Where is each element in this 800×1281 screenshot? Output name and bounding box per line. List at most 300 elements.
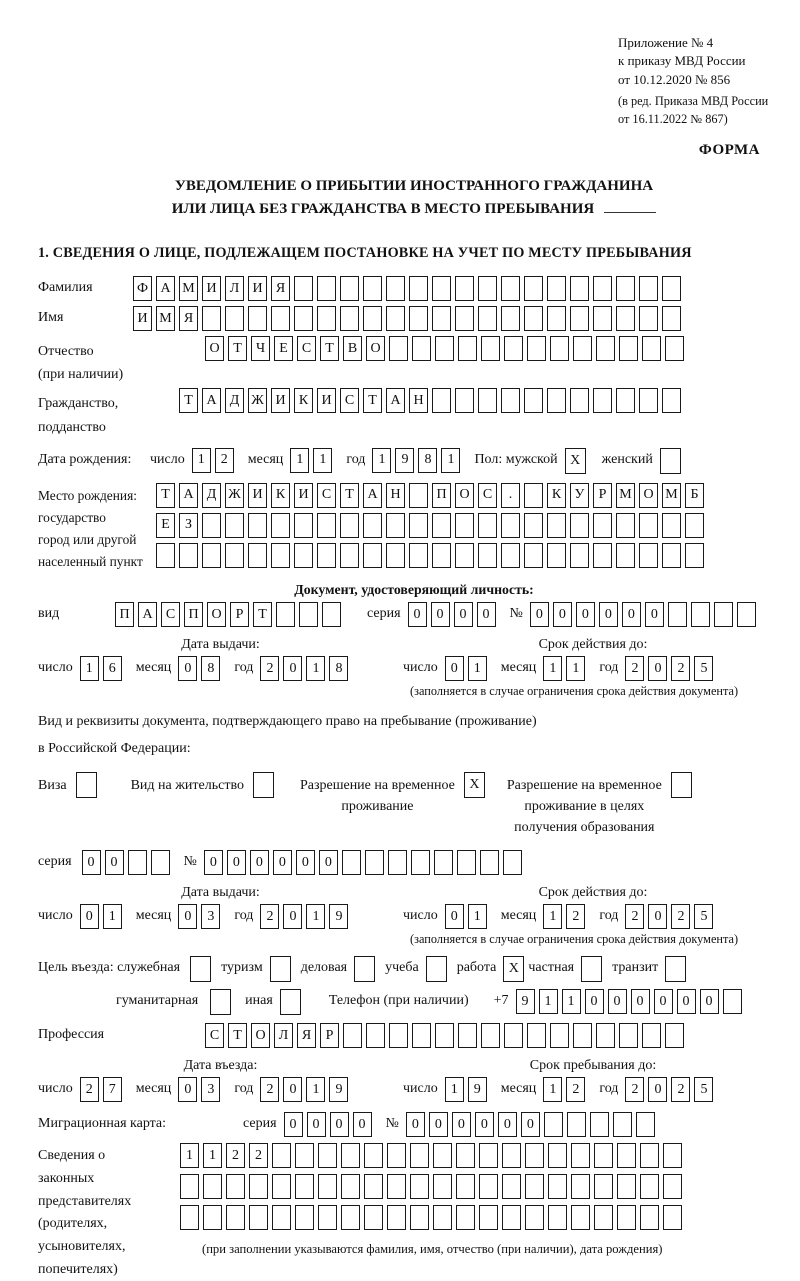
char-cell[interactable]: 3 xyxy=(201,904,220,929)
char-cell[interactable] xyxy=(663,1174,682,1199)
char-cell[interactable]: О xyxy=(207,602,226,627)
char-cell[interactable] xyxy=(550,336,569,361)
char-cell[interactable]: 0 xyxy=(645,602,664,627)
char-cell[interactable] xyxy=(639,276,658,301)
char-cell[interactable]: Н xyxy=(409,388,428,413)
temp-permit-checkbox[interactable]: X xyxy=(464,772,485,798)
char-cell[interactable] xyxy=(202,513,221,538)
other-purpose-checkbox[interactable] xyxy=(280,989,301,1015)
char-cell[interactable] xyxy=(363,276,382,301)
char-cell[interactable] xyxy=(501,276,520,301)
char-cell[interactable] xyxy=(501,388,520,413)
char-cell[interactable] xyxy=(389,336,408,361)
char-cell[interactable] xyxy=(616,513,635,538)
char-cell[interactable]: 0 xyxy=(622,602,641,627)
char-cell[interactable] xyxy=(435,1023,454,1048)
char-cell[interactable] xyxy=(503,850,522,875)
char-cell[interactable] xyxy=(456,1143,475,1168)
char-cell[interactable] xyxy=(299,602,318,627)
char-cell[interactable]: Ж xyxy=(248,388,267,413)
char-cell[interactable]: 1 xyxy=(372,448,391,473)
char-cell[interactable] xyxy=(203,1174,222,1199)
char-cell[interactable]: С xyxy=(205,1023,224,1048)
char-cell[interactable] xyxy=(547,543,566,568)
char-cell[interactable]: А xyxy=(386,388,405,413)
char-cell[interactable] xyxy=(433,1143,452,1168)
char-cell[interactable] xyxy=(456,1174,475,1199)
char-cell[interactable] xyxy=(432,276,451,301)
char-cell[interactable]: 0 xyxy=(521,1112,540,1137)
char-cell[interactable] xyxy=(617,1205,636,1230)
char-cell[interactable] xyxy=(295,1143,314,1168)
char-cell[interactable]: 6 xyxy=(103,656,122,681)
humanitarian-checkbox[interactable] xyxy=(210,989,231,1015)
char-cell[interactable] xyxy=(340,513,359,538)
char-cell[interactable]: Т xyxy=(363,388,382,413)
char-cell[interactable]: 2 xyxy=(226,1143,245,1168)
tourism-checkbox[interactable] xyxy=(270,956,291,982)
char-cell[interactable]: 1 xyxy=(543,904,562,929)
char-cell[interactable]: Ж xyxy=(225,483,244,508)
char-cell[interactable] xyxy=(341,1205,360,1230)
char-cell[interactable] xyxy=(432,543,451,568)
char-cell[interactable]: С xyxy=(478,483,497,508)
char-cell[interactable]: В xyxy=(343,336,362,361)
char-cell[interactable]: Я xyxy=(179,306,198,331)
private-checkbox[interactable] xyxy=(581,956,602,982)
char-cell[interactable] xyxy=(341,1174,360,1199)
char-cell[interactable]: И xyxy=(248,483,267,508)
char-cell[interactable] xyxy=(504,336,523,361)
char-cell[interactable] xyxy=(318,1143,337,1168)
char-cell[interactable]: 1 xyxy=(306,656,325,681)
char-cell[interactable] xyxy=(594,1174,613,1199)
char-cell[interactable] xyxy=(524,306,543,331)
char-cell[interactable] xyxy=(365,850,384,875)
char-cell[interactable] xyxy=(481,336,500,361)
char-cell[interactable]: А xyxy=(363,483,382,508)
char-cell[interactable] xyxy=(203,1205,222,1230)
char-cell[interactable] xyxy=(317,276,336,301)
char-cell[interactable] xyxy=(524,513,543,538)
char-cell[interactable] xyxy=(180,1174,199,1199)
char-cell[interactable]: Р xyxy=(320,1023,339,1048)
char-cell[interactable] xyxy=(593,388,612,413)
char-cell[interactable]: 0 xyxy=(80,904,99,929)
char-cell[interactable]: 0 xyxy=(353,1112,372,1137)
char-cell[interactable]: Т xyxy=(179,388,198,413)
char-cell[interactable] xyxy=(524,276,543,301)
char-cell[interactable] xyxy=(340,276,359,301)
char-cell[interactable]: И xyxy=(271,388,290,413)
char-cell[interactable]: 0 xyxy=(319,850,338,875)
char-cell[interactable] xyxy=(388,850,407,875)
char-cell[interactable]: 1 xyxy=(103,904,122,929)
char-cell[interactable] xyxy=(640,1205,659,1230)
char-cell[interactable] xyxy=(387,1143,406,1168)
char-cell[interactable]: Е xyxy=(156,513,175,538)
char-cell[interactable]: П xyxy=(115,602,134,627)
char-cell[interactable] xyxy=(151,850,170,875)
char-cell[interactable]: 2 xyxy=(249,1143,268,1168)
char-cell[interactable]: 3 xyxy=(201,1077,220,1102)
char-cell[interactable]: 0 xyxy=(553,602,572,627)
char-cell[interactable] xyxy=(455,543,474,568)
char-cell[interactable] xyxy=(225,543,244,568)
char-cell[interactable] xyxy=(295,1174,314,1199)
char-cell[interactable]: 0 xyxy=(307,1112,326,1137)
char-cell[interactable]: 1 xyxy=(290,448,309,473)
char-cell[interactable] xyxy=(318,1174,337,1199)
char-cell[interactable] xyxy=(455,388,474,413)
char-cell[interactable] xyxy=(248,306,267,331)
char-cell[interactable]: И xyxy=(133,306,152,331)
char-cell[interactable]: 0 xyxy=(608,989,627,1014)
char-cell[interactable]: 0 xyxy=(445,656,464,681)
char-cell[interactable] xyxy=(202,543,221,568)
char-cell[interactable] xyxy=(639,513,658,538)
char-cell[interactable] xyxy=(226,1174,245,1199)
char-cell[interactable] xyxy=(570,306,589,331)
char-cell[interactable] xyxy=(479,1174,498,1199)
char-cell[interactable] xyxy=(617,1143,636,1168)
char-cell[interactable] xyxy=(685,513,704,538)
char-cell[interactable] xyxy=(432,388,451,413)
char-cell[interactable]: 0 xyxy=(477,602,496,627)
char-cell[interactable]: . xyxy=(501,483,520,508)
char-cell[interactable] xyxy=(455,276,474,301)
char-cell[interactable]: Р xyxy=(230,602,249,627)
char-cell[interactable] xyxy=(593,513,612,538)
char-cell[interactable]: О xyxy=(639,483,658,508)
char-cell[interactable] xyxy=(248,513,267,538)
char-cell[interactable]: 2 xyxy=(671,656,690,681)
study-checkbox[interactable] xyxy=(426,956,447,982)
char-cell[interactable] xyxy=(363,543,382,568)
char-cell[interactable] xyxy=(294,306,313,331)
char-cell[interactable]: 8 xyxy=(201,656,220,681)
char-cell[interactable] xyxy=(276,602,295,627)
sex-male-checkbox[interactable]: X xyxy=(565,448,586,474)
char-cell[interactable] xyxy=(547,513,566,538)
char-cell[interactable]: 2 xyxy=(566,1077,585,1102)
char-cell[interactable]: 2 xyxy=(260,656,279,681)
char-cell[interactable] xyxy=(593,543,612,568)
char-cell[interactable] xyxy=(366,1023,385,1048)
char-cell[interactable] xyxy=(502,1143,521,1168)
char-cell[interactable] xyxy=(685,543,704,568)
char-cell[interactable] xyxy=(691,602,710,627)
char-cell[interactable]: 0 xyxy=(631,989,650,1014)
char-cell[interactable]: М xyxy=(616,483,635,508)
char-cell[interactable]: К xyxy=(271,483,290,508)
char-cell[interactable] xyxy=(322,602,341,627)
char-cell[interactable] xyxy=(432,306,451,331)
char-cell[interactable] xyxy=(364,1205,383,1230)
char-cell[interactable] xyxy=(590,1112,609,1137)
char-cell[interactable] xyxy=(412,1023,431,1048)
char-cell[interactable]: О xyxy=(366,336,385,361)
char-cell[interactable]: 8 xyxy=(329,656,348,681)
char-cell[interactable]: М xyxy=(156,306,175,331)
char-cell[interactable]: Ч xyxy=(251,336,270,361)
char-cell[interactable] xyxy=(594,1205,613,1230)
char-cell[interactable] xyxy=(723,989,742,1014)
char-cell[interactable] xyxy=(317,306,336,331)
char-cell[interactable]: 0 xyxy=(431,602,450,627)
char-cell[interactable] xyxy=(524,543,543,568)
char-cell[interactable]: 0 xyxy=(296,850,315,875)
char-cell[interactable]: Т xyxy=(228,336,247,361)
char-cell[interactable] xyxy=(616,276,635,301)
char-cell[interactable] xyxy=(156,543,175,568)
char-cell[interactable]: 0 xyxy=(273,850,292,875)
char-cell[interactable]: 9 xyxy=(329,1077,348,1102)
char-cell[interactable]: 0 xyxy=(283,904,302,929)
char-cell[interactable]: 1 xyxy=(180,1143,199,1168)
char-cell[interactable]: 8 xyxy=(418,448,437,473)
char-cell[interactable]: 9 xyxy=(468,1077,487,1102)
char-cell[interactable] xyxy=(271,513,290,538)
char-cell[interactable] xyxy=(525,1143,544,1168)
char-cell[interactable] xyxy=(478,513,497,538)
char-cell[interactable]: 0 xyxy=(445,904,464,929)
char-cell[interactable]: Д xyxy=(225,388,244,413)
char-cell[interactable]: И xyxy=(202,276,221,301)
char-cell[interactable] xyxy=(271,543,290,568)
char-cell[interactable] xyxy=(662,306,681,331)
char-cell[interactable] xyxy=(619,1023,638,1048)
char-cell[interactable] xyxy=(525,1205,544,1230)
char-cell[interactable]: Т xyxy=(320,336,339,361)
char-cell[interactable]: У xyxy=(570,483,589,508)
char-cell[interactable] xyxy=(433,1205,452,1230)
transit-checkbox[interactable] xyxy=(665,956,686,982)
char-cell[interactable] xyxy=(548,1143,567,1168)
char-cell[interactable]: 5 xyxy=(694,904,713,929)
char-cell[interactable] xyxy=(432,513,451,538)
char-cell[interactable]: 1 xyxy=(80,656,99,681)
char-cell[interactable] xyxy=(547,276,566,301)
char-cell[interactable] xyxy=(593,276,612,301)
char-cell[interactable] xyxy=(550,1023,569,1048)
char-cell[interactable] xyxy=(409,306,428,331)
char-cell[interactable]: 1 xyxy=(468,656,487,681)
char-cell[interactable]: 0 xyxy=(475,1112,494,1137)
char-cell[interactable]: 0 xyxy=(648,904,667,929)
char-cell[interactable] xyxy=(642,336,661,361)
char-cell[interactable] xyxy=(571,1174,590,1199)
char-cell[interactable]: 0 xyxy=(654,989,673,1014)
char-cell[interactable] xyxy=(663,1143,682,1168)
char-cell[interactable] xyxy=(387,1174,406,1199)
char-cell[interactable]: А xyxy=(156,276,175,301)
char-cell[interactable] xyxy=(636,1112,655,1137)
char-cell[interactable] xyxy=(202,306,221,331)
char-cell[interactable]: Т xyxy=(228,1023,247,1048)
char-cell[interactable]: 2 xyxy=(260,1077,279,1102)
char-cell[interactable] xyxy=(294,276,313,301)
char-cell[interactable]: 0 xyxy=(700,989,719,1014)
char-cell[interactable] xyxy=(386,543,405,568)
char-cell[interactable]: 0 xyxy=(178,656,197,681)
char-cell[interactable] xyxy=(410,1143,429,1168)
char-cell[interactable]: С xyxy=(161,602,180,627)
char-cell[interactable] xyxy=(409,276,428,301)
char-cell[interactable] xyxy=(412,336,431,361)
char-cell[interactable] xyxy=(180,1205,199,1230)
char-cell[interactable] xyxy=(527,1023,546,1048)
char-cell[interactable] xyxy=(363,306,382,331)
char-cell[interactable] xyxy=(411,850,430,875)
char-cell[interactable] xyxy=(317,513,336,538)
char-cell[interactable] xyxy=(639,388,658,413)
char-cell[interactable]: Л xyxy=(225,276,244,301)
char-cell[interactable]: 0 xyxy=(105,850,124,875)
char-cell[interactable]: М xyxy=(662,483,681,508)
char-cell[interactable]: 0 xyxy=(452,1112,471,1137)
char-cell[interactable]: П xyxy=(184,602,203,627)
char-cell[interactable]: 2 xyxy=(260,904,279,929)
char-cell[interactable] xyxy=(504,1023,523,1048)
char-cell[interactable]: 0 xyxy=(454,602,473,627)
char-cell[interactable] xyxy=(456,1205,475,1230)
char-cell[interactable] xyxy=(249,1174,268,1199)
char-cell[interactable] xyxy=(596,1023,615,1048)
char-cell[interactable] xyxy=(386,513,405,538)
char-cell[interactable] xyxy=(248,543,267,568)
char-cell[interactable] xyxy=(318,1205,337,1230)
char-cell[interactable] xyxy=(662,388,681,413)
char-cell[interactable] xyxy=(272,1205,291,1230)
char-cell[interactable] xyxy=(458,336,477,361)
char-cell[interactable] xyxy=(409,543,428,568)
char-cell[interactable] xyxy=(570,543,589,568)
char-cell[interactable] xyxy=(479,1143,498,1168)
char-cell[interactable] xyxy=(640,1143,659,1168)
char-cell[interactable]: 0 xyxy=(498,1112,517,1137)
sex-female-checkbox[interactable] xyxy=(660,448,681,474)
char-cell[interactable] xyxy=(524,483,543,508)
char-cell[interactable] xyxy=(455,306,474,331)
char-cell[interactable] xyxy=(249,1205,268,1230)
char-cell[interactable]: 2 xyxy=(566,904,585,929)
char-cell[interactable] xyxy=(665,1023,684,1048)
char-cell[interactable] xyxy=(434,850,453,875)
char-cell[interactable] xyxy=(458,1023,477,1048)
char-cell[interactable]: 0 xyxy=(599,602,618,627)
char-cell[interactable] xyxy=(640,1174,659,1199)
char-cell[interactable]: 0 xyxy=(576,602,595,627)
char-cell[interactable]: К xyxy=(294,388,313,413)
char-cell[interactable] xyxy=(387,1205,406,1230)
char-cell[interactable] xyxy=(340,306,359,331)
char-cell[interactable] xyxy=(642,1023,661,1048)
char-cell[interactable] xyxy=(548,1174,567,1199)
char-cell[interactable]: 0 xyxy=(284,1112,303,1137)
char-cell[interactable] xyxy=(364,1174,383,1199)
char-cell[interactable] xyxy=(295,1205,314,1230)
char-cell[interactable]: 1 xyxy=(441,448,460,473)
char-cell[interactable] xyxy=(594,1143,613,1168)
work-checkbox[interactable]: X xyxy=(503,956,524,982)
residence-permit-checkbox[interactable] xyxy=(253,772,274,798)
char-cell[interactable] xyxy=(226,1205,245,1230)
char-cell[interactable]: 0 xyxy=(585,989,604,1014)
char-cell[interactable] xyxy=(501,513,520,538)
char-cell[interactable] xyxy=(524,388,543,413)
char-cell[interactable] xyxy=(363,513,382,538)
char-cell[interactable] xyxy=(662,276,681,301)
char-cell[interactable] xyxy=(294,513,313,538)
char-cell[interactable]: 0 xyxy=(677,989,696,1014)
char-cell[interactable] xyxy=(225,306,244,331)
char-cell[interactable]: И xyxy=(317,388,336,413)
char-cell[interactable]: С xyxy=(317,483,336,508)
char-cell[interactable]: 0 xyxy=(429,1112,448,1137)
char-cell[interactable]: З xyxy=(179,513,198,538)
business-checkbox[interactable] xyxy=(354,956,375,982)
char-cell[interactable]: 1 xyxy=(539,989,558,1014)
char-cell[interactable]: 7 xyxy=(103,1077,122,1102)
char-cell[interactable]: 9 xyxy=(329,904,348,929)
char-cell[interactable] xyxy=(481,1023,500,1048)
char-cell[interactable]: 1 xyxy=(543,1077,562,1102)
char-cell[interactable]: 9 xyxy=(516,989,535,1014)
char-cell[interactable]: 2 xyxy=(625,656,644,681)
char-cell[interactable]: Л xyxy=(274,1023,293,1048)
char-cell[interactable]: Р xyxy=(593,483,612,508)
char-cell[interactable]: П xyxy=(432,483,451,508)
char-cell[interactable] xyxy=(502,1205,521,1230)
char-cell[interactable]: С xyxy=(297,336,316,361)
char-cell[interactable] xyxy=(616,388,635,413)
char-cell[interactable] xyxy=(225,513,244,538)
char-cell[interactable]: 2 xyxy=(625,1077,644,1102)
char-cell[interactable]: 1 xyxy=(468,904,487,929)
char-cell[interactable] xyxy=(128,850,147,875)
char-cell[interactable]: Т xyxy=(340,483,359,508)
char-cell[interactable] xyxy=(544,1112,563,1137)
char-cell[interactable]: 0 xyxy=(406,1112,425,1137)
char-cell[interactable] xyxy=(548,1205,567,1230)
char-cell[interactable] xyxy=(502,1174,521,1199)
char-cell[interactable]: 0 xyxy=(408,602,427,627)
char-cell[interactable]: 1 xyxy=(313,448,332,473)
char-cell[interactable]: 0 xyxy=(283,1077,302,1102)
char-cell[interactable]: 5 xyxy=(694,656,713,681)
char-cell[interactable]: 1 xyxy=(566,656,585,681)
char-cell[interactable]: 1 xyxy=(306,1077,325,1102)
char-cell[interactable]: 0 xyxy=(648,1077,667,1102)
char-cell[interactable] xyxy=(478,388,497,413)
char-cell[interactable] xyxy=(662,543,681,568)
char-cell[interactable]: 0 xyxy=(204,850,223,875)
char-cell[interactable] xyxy=(389,1023,408,1048)
char-cell[interactable] xyxy=(665,336,684,361)
char-cell[interactable]: Т xyxy=(253,602,272,627)
purpose-official-checkbox[interactable] xyxy=(190,956,211,982)
char-cell[interactable]: 1 xyxy=(543,656,562,681)
char-cell[interactable]: И xyxy=(294,483,313,508)
char-cell[interactable]: 1 xyxy=(562,989,581,1014)
char-cell[interactable]: 0 xyxy=(227,850,246,875)
char-cell[interactable]: 0 xyxy=(648,656,667,681)
char-cell[interactable] xyxy=(570,513,589,538)
char-cell[interactable] xyxy=(567,1112,586,1137)
char-cell[interactable]: 0 xyxy=(178,904,197,929)
char-cell[interactable] xyxy=(478,276,497,301)
